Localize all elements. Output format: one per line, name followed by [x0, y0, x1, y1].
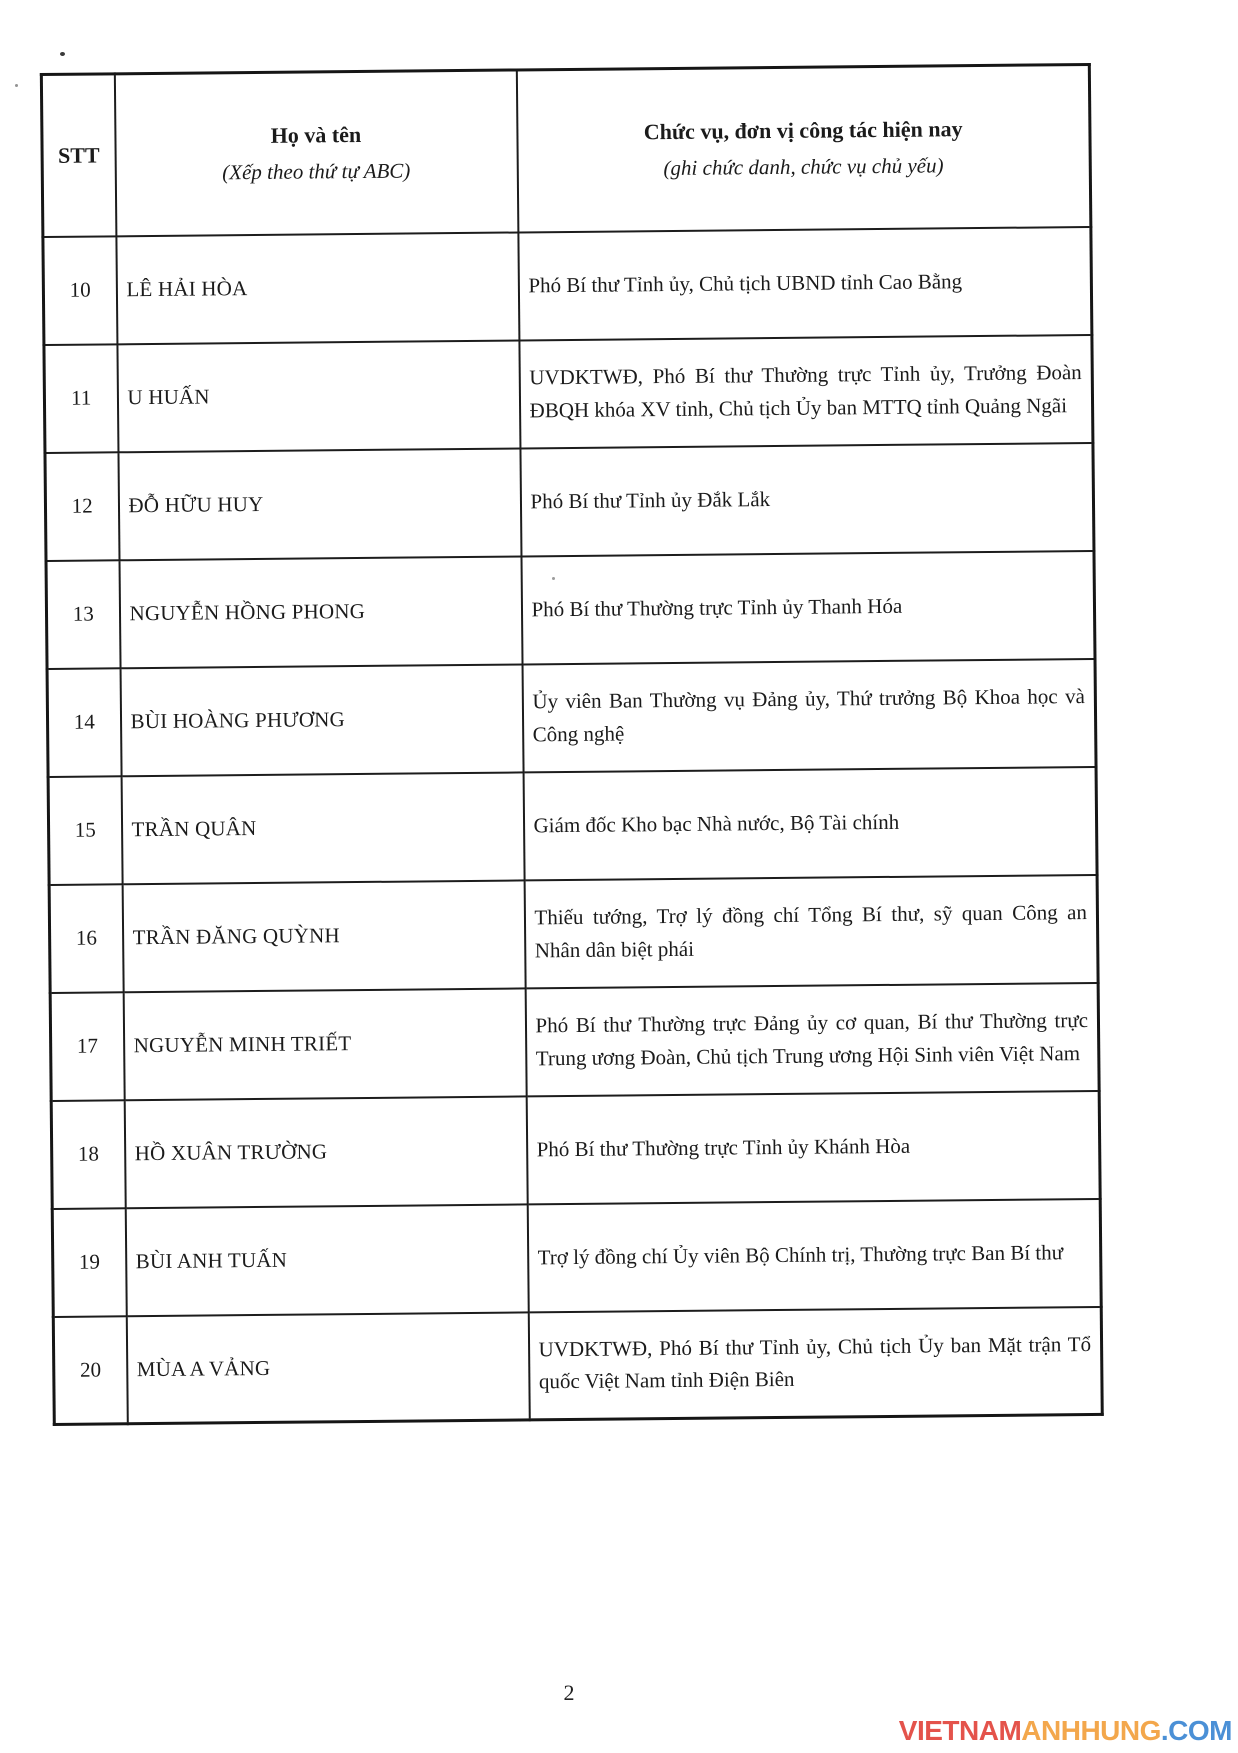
watermark-part3: .COM: [1160, 1715, 1232, 1746]
row-position: Phó Bí thư Tỉnh ủy, Chủ tịch UBND tỉnh Cao Bằng: [518, 226, 1092, 339]
row-number: 18: [51, 1100, 125, 1209]
row-number: 10: [43, 236, 117, 345]
row-number: 17: [50, 992, 124, 1101]
header-position-title: Chức vụ, đơn vị công tác hiện nay: [643, 116, 963, 145]
header-row: [41, 64, 1091, 236]
table-row: [48, 766, 1097, 884]
row-name: NGUYỄN MINH TRIẾT: [123, 988, 526, 1100]
table-row: [43, 226, 1092, 344]
page-number: 2: [563, 1680, 575, 1705]
row-name: BÙI HOÀNG PHƯƠNG: [120, 664, 523, 776]
row-name: NGUYỄN HỒNG PHONG: [119, 556, 522, 668]
row-name: MÙA A VẢNG: [126, 1312, 529, 1424]
header-position-subtitle: (ghi chức danh, chức vụ chủ yếu): [663, 152, 944, 180]
row-name: BÙI ANH TUẤN: [125, 1204, 528, 1316]
row-number: 16: [49, 884, 123, 993]
row-number: 11: [44, 344, 118, 453]
row-position: Thiếu tướng, Trợ lý đồng chí Tổng Bí thư, sỹ quan Công an Nhân dân biệt phái: [524, 874, 1098, 987]
watermark-part2: ANHHUNG: [1021, 1715, 1161, 1746]
header-name: [114, 70, 518, 236]
row-name: ĐỖ HỮU HUY: [118, 448, 521, 560]
scan-speckle: [15, 84, 18, 87]
row-position: Phó Bí thư Thường trực Tỉnh ủy Thanh Hóa: [521, 550, 1095, 663]
header-stt: [41, 74, 116, 237]
row-name: TRẦN ĐĂNG QUỲNH: [122, 880, 525, 992]
row-number: 20: [53, 1316, 127, 1425]
table-row: [46, 550, 1095, 668]
table-row: [44, 334, 1093, 452]
table-row: [53, 1306, 1102, 1424]
row-number: 15: [48, 776, 122, 885]
table-body: [43, 226, 1102, 1424]
row-number: 13: [46, 560, 120, 669]
row-number: 19: [52, 1208, 126, 1317]
header-name-title: Họ và tên: [270, 122, 362, 149]
row-position: Phó Bí thư Thường trực Đảng ủy cơ quan, Bí thư Thường trực Trung ương Đoàn, Chủ tịch Trung ương Hội Sinh viên Việt Nam: [525, 982, 1099, 1095]
table-row: [50, 982, 1099, 1100]
row-position: Phó Bí thư Thường trực Tỉnh ủy Khánh Hòa: [526, 1090, 1100, 1203]
table-row: [52, 1198, 1101, 1316]
row-name: HỒ XUÂN TRƯỜNG: [124, 1096, 527, 1208]
table-row: [45, 442, 1094, 560]
header-name-subtitle: (Xếp theo thứ tự ABC): [222, 158, 411, 184]
row-position: Giám đốc Kho bạc Nhà nước, Bộ Tài chính: [523, 766, 1097, 879]
row-position: Trợ lý đồng chí Ủy viên Bộ Chính trị, Thường trực Ban Bí thư: [527, 1198, 1101, 1311]
header-stt-label: STT: [57, 142, 100, 168]
row-name: U HUẤN: [117, 340, 520, 452]
watermark: [899, 1715, 1232, 1747]
header-position: [516, 64, 1091, 231]
row-name: LÊ HẢI HÒA: [116, 232, 519, 344]
row-position: UVDKTWĐ, Phó Bí thư Thường trực Tỉnh ủy, Trưởng Đoàn ĐBQH khóa XV tỉnh, Chủ tịch Ủy ban MTTQ tỉnh Quảng Ngãi: [519, 334, 1093, 447]
table-row: [51, 1090, 1100, 1208]
scan-speckle: [60, 52, 65, 56]
officials-table: [40, 63, 1104, 1426]
document-sheet: [40, 63, 1101, 1426]
watermark-part1: VIETNAM: [898, 1715, 1022, 1746]
row-position: Ủy viên Ban Thường vụ Đảng ủy, Thứ trưởng Bộ Khoa học và Công nghệ: [522, 658, 1096, 771]
row-number: 12: [45, 452, 119, 561]
row-number: 14: [47, 668, 121, 777]
row-position: Phó Bí thư Tỉnh ủy Đắk Lắk: [520, 442, 1094, 555]
table-header: [41, 64, 1091, 236]
row-position: UVDKTWĐ, Phó Bí thư Tỉnh ủy, Chủ tịch Ủy ban Mặt trận Tổ quốc Việt Nam tỉnh Điện Biên: [528, 1306, 1102, 1419]
row-name: TRẦN QUÂN: [121, 772, 524, 884]
table-row: [47, 658, 1096, 776]
table-row: [49, 874, 1098, 992]
